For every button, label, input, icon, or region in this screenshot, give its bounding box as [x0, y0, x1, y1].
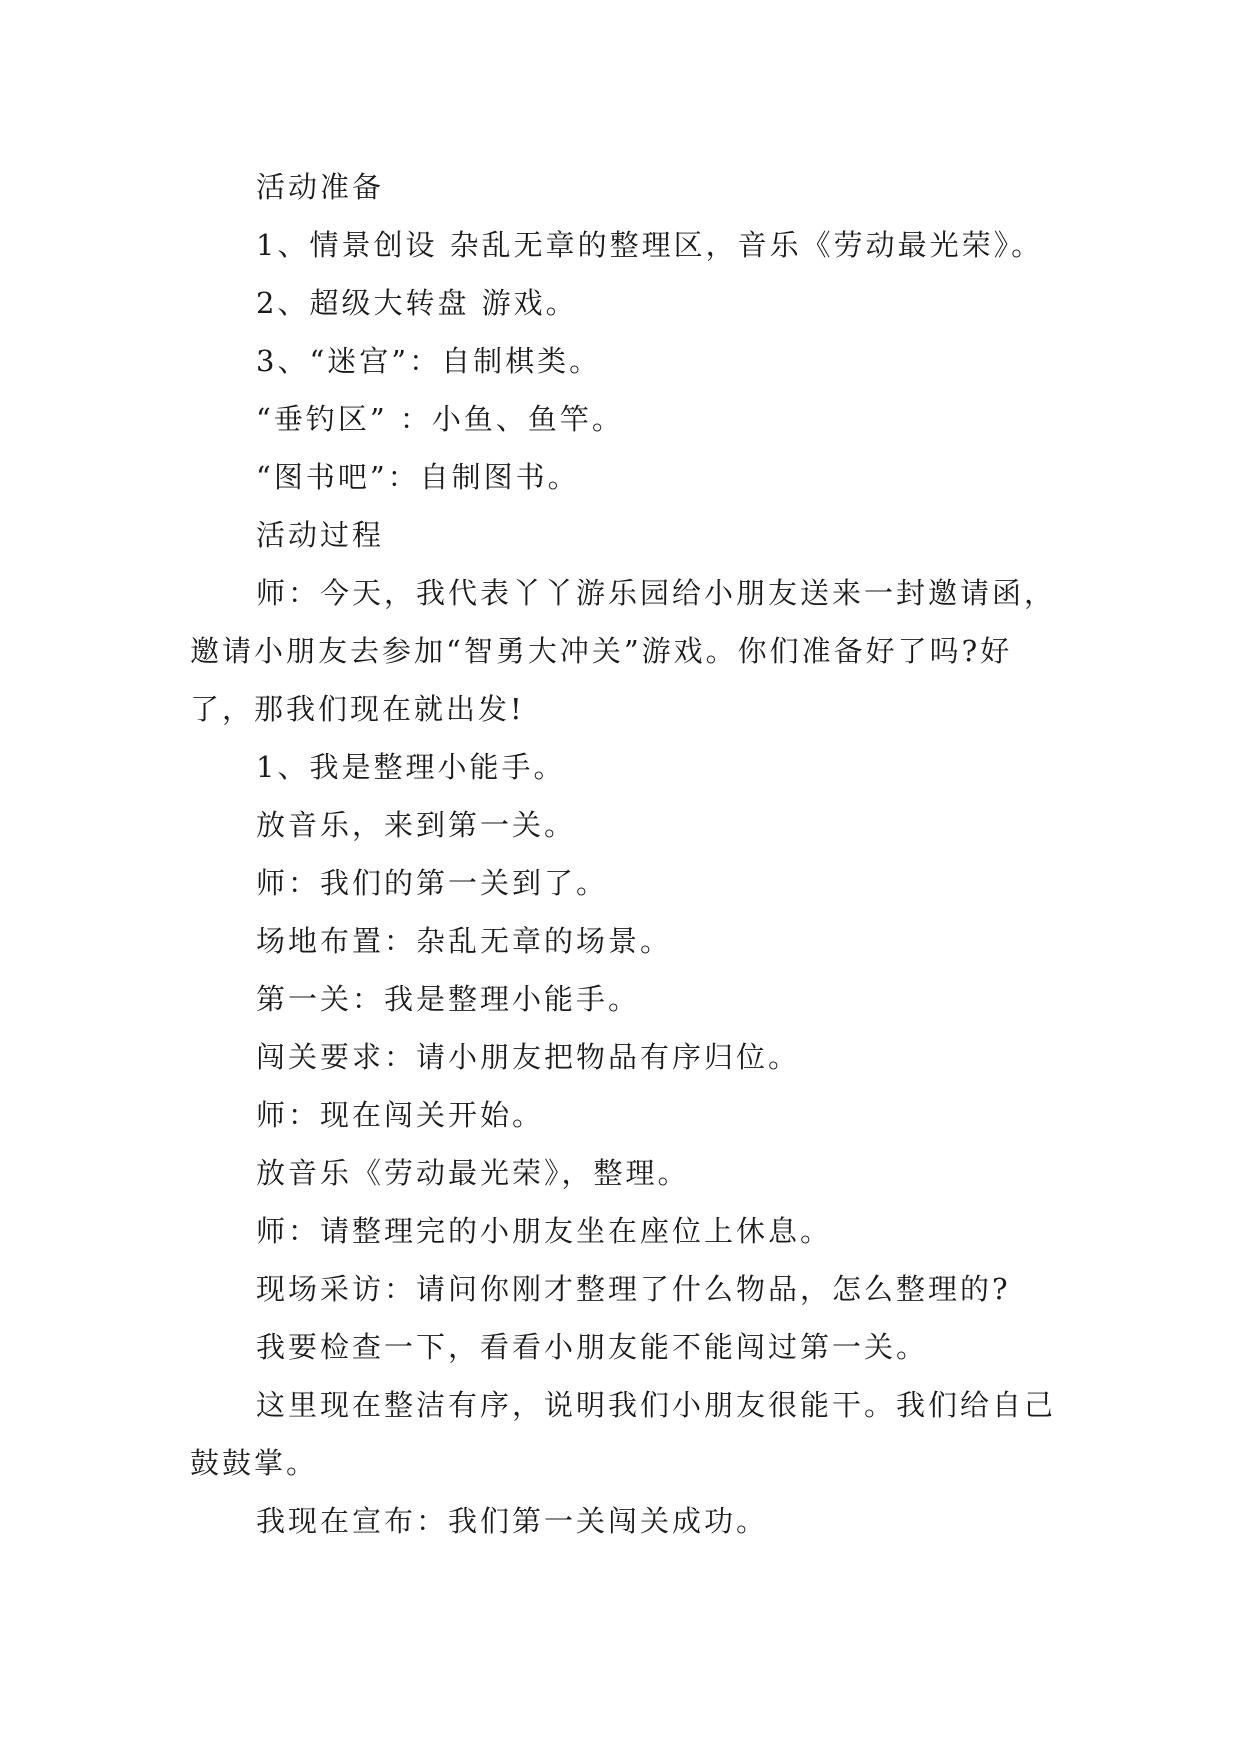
body-paragraph: 师：请整理完的小朋友坐在座位上休息。	[256, 1214, 833, 1248]
body-paragraph: 闯关要求：请小朋友把物品有序归位。	[256, 1040, 801, 1074]
body-paragraph: 放音乐《劳动最光荣》，整理。	[256, 1156, 690, 1190]
body-paragraph: 我现在宣布：我们第一关闯关成功。	[256, 1504, 769, 1538]
body-paragraph: 这里现在整洁有序，说明我们小朋友很能干。我们给自己鼓鼓掌。	[190, 1388, 1057, 1480]
body-paragraph: 1、我是整理小能手。	[256, 750, 566, 784]
body-paragraph: 现场采访：请问你刚才整理了什么物品，怎么整理的?	[256, 1272, 1011, 1306]
body-paragraph: 场地布置：杂乱无章的场景。	[256, 924, 673, 958]
body-paragraph: 师：我们的第一关到了。	[256, 866, 609, 900]
section-heading-process: 活动过程	[256, 518, 385, 552]
body-paragraph: 第一关：我是整理小能手。	[256, 982, 641, 1016]
list-item: “图书吧”：自制图书。	[256, 460, 580, 494]
section-heading-preparation: 活动准备	[256, 170, 385, 204]
body-paragraph: 放音乐，来到第一关。	[256, 808, 577, 842]
body-paragraph: 师：今天，我代表丫丫游乐园给小朋友送来一封邀请函，邀请小朋友去参加“智勇大冲关”游戏。你们准备好了吗?好了，那我们现在就出发!	[190, 576, 1057, 726]
list-item: 2、超级大转盘 游戏。	[256, 286, 578, 320]
body-paragraph: 我要检查一下，看看小朋友能不能闯过第一关。	[256, 1330, 929, 1364]
document-body	[190, 158, 1070, 1550]
list-item: 3、“迷宫”：自制棋类。	[256, 344, 602, 378]
list-item: “垂钓区” ：小鱼、鱼竿。	[256, 402, 624, 436]
list-item: 1、情景创设 杂乱无章的整理区，音乐《劳动最光荣》。	[256, 228, 1044, 262]
body-paragraph: 师：现在闯关开始。	[256, 1098, 545, 1132]
